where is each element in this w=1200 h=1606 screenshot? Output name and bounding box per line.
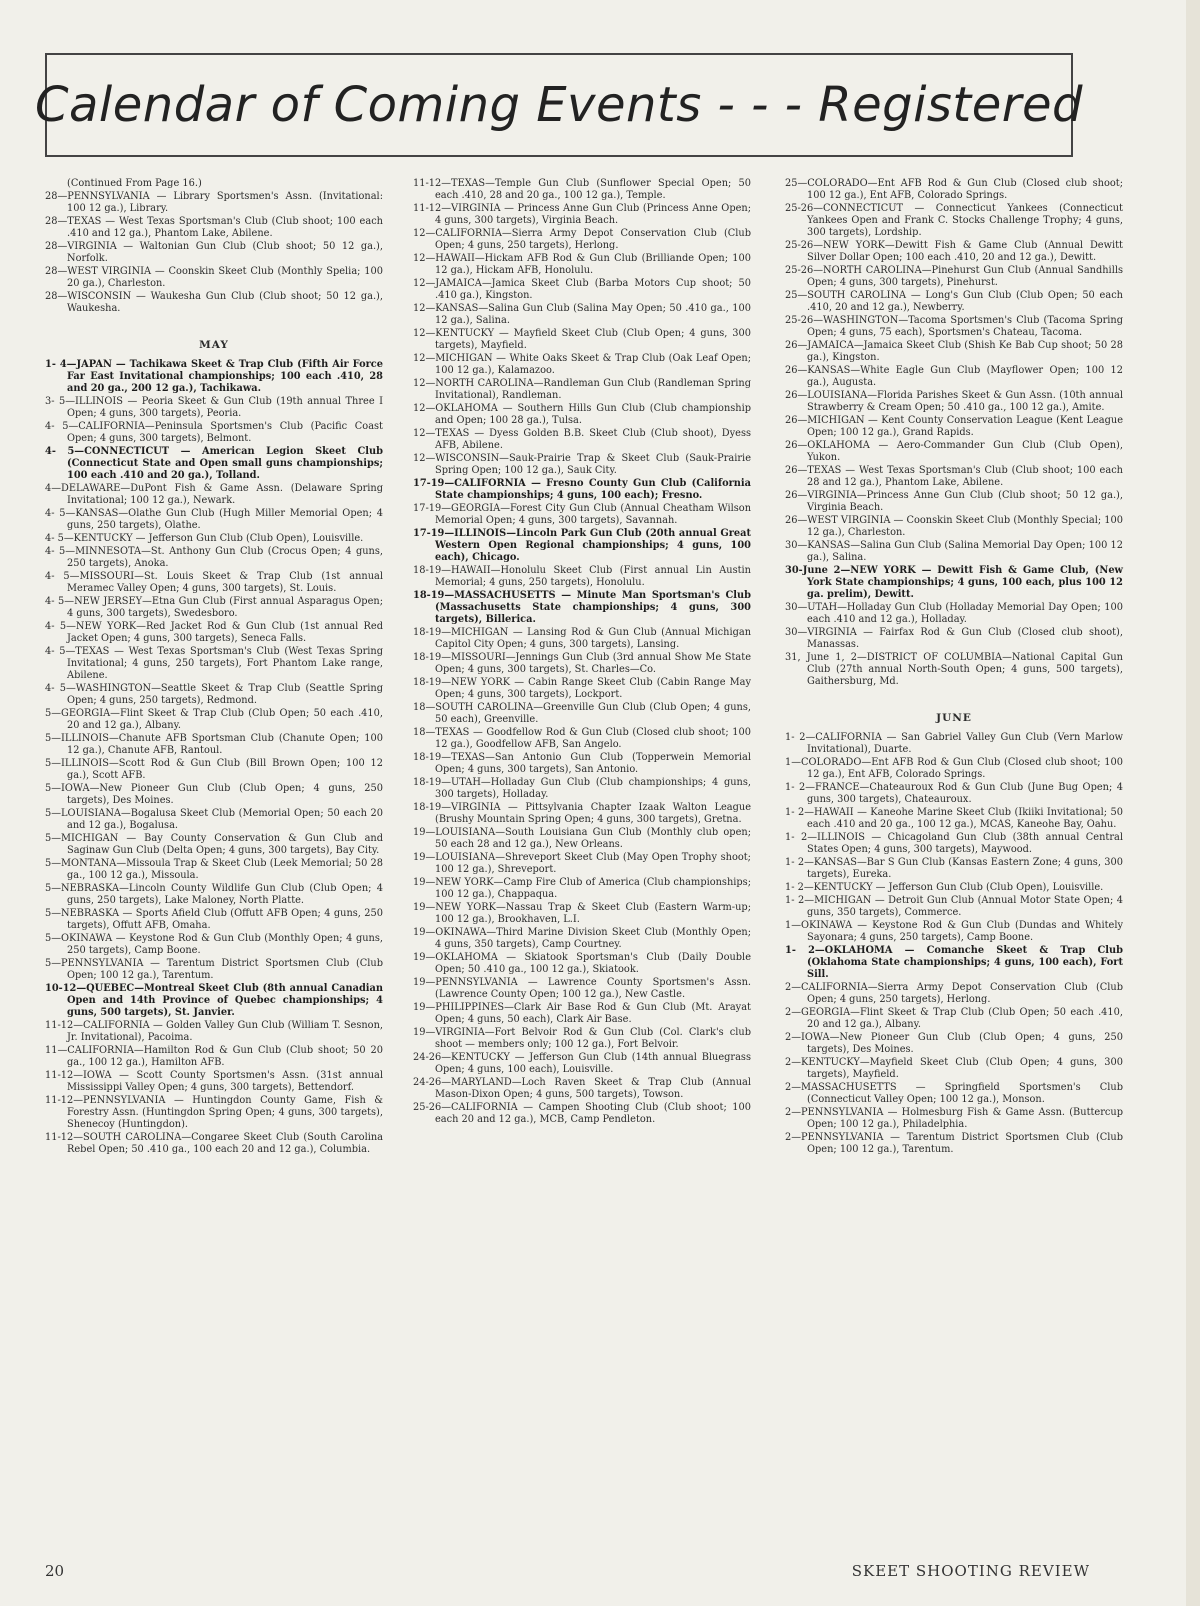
event-entry: 28—VIRGINIA — Waltonian Gun Club (Club shoot; 50 12 ga.), Norfolk. bbox=[45, 241, 383, 264]
event-entry: 18-19—HAWAII—Honolulu Skeet Club (First annual Lin Austin Memorial; 4 guns, 250 targets), Honolulu. bbox=[413, 565, 751, 588]
event-entry: 26—TEXAS — West Texas Sportsman's Club (Club shoot; 100 each 28 and 12 ga.), Phantom Lake, Abilene. bbox=[785, 465, 1123, 488]
event-entry-championship: 18-19—MASSACHUSETTS — Minute Man Sportsman's Club (Massachusetts State championships; 4 guns, 300 targets), Billerica. bbox=[413, 590, 751, 625]
event-entry: 5—ILLINOIS—Scott Rod & Gun Club (Bill Brown Open; 100 12 ga.), Scott AFB. bbox=[45, 758, 383, 781]
event-entry: 19—PHILIPPINES—Clark Air Base Rod & Gun Club (Mt. Arayat Open; 4 guns, 50 each), Clark Air Base. bbox=[413, 1002, 751, 1025]
event-entry: 1- 2—CALIFORNIA — San Gabriel Valley Gun Club (Vern Marlow Invitational), Duarte. bbox=[785, 732, 1123, 755]
event-entry-championship: 10-12—QUEBEC—Montreal Skeet Club (8th annual Canadian Open and 14th Province of Quebec championships; 4 guns, 500 targets), St. Janvier. bbox=[45, 983, 383, 1018]
event-entry: 19—LOUISIANA—South Louisiana Gun Club (Monthly club open; 50 each 28 and 12 ga.), New Orleans. bbox=[413, 827, 751, 850]
event-entry: 28—WISCONSIN — Waukesha Gun Club (Club shoot; 50 12 ga.), Waukesha. bbox=[45, 291, 383, 314]
event-entry: 18-19—MISSOURI—Jennings Gun Club (3rd annual Show Me State Open; 4 guns, 300 targets), St. Charles—Co. bbox=[413, 652, 751, 675]
event-entry: 19—OKINAWA—Third Marine Division Skeet Club (Monthly Open; 4 guns, 350 targets), Camp Courtney. bbox=[413, 927, 751, 950]
event-entry: 4- 5—MISSOURI—St. Louis Skeet & Trap Club (1st annual Meramec Valley Open; 4 guns, 300 targets), St. Louis. bbox=[45, 571, 383, 594]
event-entry-championship: 1- 2—OKLAHOMA — Comanche Skeet & Trap Club (Oklahoma State championships; 4 guns, 100 each), Fort Sill. bbox=[785, 945, 1123, 980]
event-entry: 26—VIRGINIA—Princess Anne Gun Club (Club shoot; 50 12 ga.), Virginia Beach. bbox=[785, 490, 1123, 513]
event-entry: 4- 5—TEXAS — West Texas Sportsman's Club (West Texas Spring Invitational; 4 guns, 250 targets), Fort Phantom Lake range, Abilene. bbox=[45, 646, 383, 681]
event-entry: 25-26—NORTH CAROLINA—Pinehurst Gun Club (Annual Sandhills Open; 4 guns, 300 targets), Pinehurst. bbox=[785, 265, 1123, 288]
event-entry: 5—ILLINOIS—Chanute AFB Sportsman Club (Chanute Open; 100 12 ga.), Chanute AFB, Rantoul. bbox=[45, 733, 383, 756]
event-entry: 19—NEW YORK—Camp Fire Club of America (Club championships; 100 12 ga.), Chappaqua. bbox=[413, 877, 751, 900]
column-right bbox=[785, 178, 1123, 1157]
event-entry: 1- 2—MICHIGAN — Detroit Gun Club (Annual Motor State Open; 4 guns, 350 targets), Commerce. bbox=[785, 895, 1123, 918]
column-left bbox=[45, 178, 383, 1157]
event-entry: 25-26—CONNECTICUT — Connecticut Yankees (Connecticut Yankees Open and Frank C. Stocks Challenge Trophy; 4 guns, 300 targets), Lordship. bbox=[785, 203, 1123, 238]
event-entry-championship: 30-June 2—NEW YORK — Dewitt Fish & Game Club, (New York State championships; 4 guns, 100 each, plus 100 12 ga. prelim), Dewitt. bbox=[785, 565, 1123, 600]
event-entry: 2—IOWA—New Pioneer Gun Club (Club Open; 4 guns, 250 targets), Des Moines. bbox=[785, 1032, 1123, 1055]
event-entry: 25—SOUTH CAROLINA — Long's Gun Club (Club Open; 50 each .410, 20 and 12 ga.), Newberry. bbox=[785, 290, 1123, 313]
event-entry-championship: 17-19—CALIFORNIA — Fresno County Gun Club (California State championships; 4 guns, 100 each); Fresno. bbox=[413, 478, 751, 501]
event-entry: 24-26—MARYLAND—Loch Raven Skeet & Trap Club (Annual Mason-Dixon Open; 4 guns, 500 targets), Towson. bbox=[413, 1077, 751, 1100]
event-entry: 1- 2—KENTUCKY — Jefferson Gun Club (Club Open), Louisville. bbox=[785, 882, 1104, 893]
event-entry: 19—NEW YORK—Nassau Trap & Skeet Club (Eastern Warm-up; 100 12 ga.), Brookhaven, L.I. bbox=[413, 902, 751, 925]
event-entry: 19—VIRGINIA—Fort Belvoir Rod & Gun Club (Col. Clark's club shoot — members only; 100 12 ga.), Fort Belvoir. bbox=[413, 1027, 751, 1050]
event-entry: 26—KANSAS—White Eagle Gun Club (Mayflower Open; 100 12 ga.), Augusta. bbox=[785, 365, 1123, 388]
event-entry: 4- 5—CALIFORNIA—Peninsula Sportsmen's Club (Pacific Coast Open; 4 guns, 300 targets), Belmont. bbox=[45, 421, 383, 444]
event-entry: 4- 5—KANSAS—Olathe Gun Club (Hugh Miller Memorial Open; 4 guns, 250 targets), Olathe. bbox=[45, 508, 383, 531]
event-entry: 18-19—MICHIGAN — Lansing Rod & Gun Club (Annual Michigan Capitol City Open; 4 guns, 300 targets), Lansing. bbox=[413, 627, 751, 650]
month-heading: MAY bbox=[199, 339, 229, 351]
event-entry: 3- 5—ILLINOIS — Peoria Skeet & Gun Club (19th annual Three I Open; 4 guns, 300 targets), Peoria. bbox=[45, 396, 383, 419]
event-entry: 1- 2—KANSAS—Bar S Gun Club (Kansas Eastern Zone; 4 guns, 300 targets), Eureka. bbox=[785, 857, 1123, 880]
event-entry: 30—UTAH—Holladay Gun Club (Holladay Memorial Day Open; 100 each .410 and 12 ga.), Holladay. bbox=[785, 602, 1123, 625]
event-entry: 12—KENTUCKY — Mayfield Skeet Club (Club Open; 4 guns, 300 targets), Mayfield. bbox=[413, 328, 751, 351]
event-entry: 4- 5—NEW JERSEY—Etna Gun Club (First annual Asparagus Open; 4 guns, 300 targets), Swedesboro. bbox=[45, 596, 383, 619]
event-entry: 2—GEORGIA—Flint Skeet & Trap Club (Club Open; 50 each .410, 20 and 12 ga.), Albany. bbox=[785, 1007, 1123, 1030]
event-entry: 25—COLORADO—Ent AFB Rod & Gun Club (Closed club shoot; 100 12 ga.), Ent AFB, Colorado Springs. bbox=[785, 178, 1123, 201]
event-entry: 11-12—SOUTH CAROLINA—Congaree Skeet Club (South Carolina Rebel Open; 50 .410 ga., 100 each 20 and 12 ga.), Columbia. bbox=[45, 1132, 383, 1155]
event-entry: 1—COLORADO—Ent AFB Rod & Gun Club (Closed club shoot; 100 12 ga.), Ent AFB, Colorado Springs. bbox=[785, 757, 1123, 780]
event-entry: 11-12—VIRGINIA — Princess Anne Gun Club (Princess Anne Open; 4 guns, 300 targets), Virginia Beach. bbox=[413, 203, 751, 226]
event-entry: 2—PENNSYLVANIA — Holmesburg Fish & Game Assn. (Buttercup Open; 100 12 ga.), Philadelphia. bbox=[785, 1107, 1123, 1130]
event-entry: 4- 5—NEW YORK—Red Jacket Rod & Gun Club (1st annual Red Jacket Open; 4 guns, 300 targets), Seneca Falls. bbox=[45, 621, 383, 644]
event-entry: 28—TEXAS — West Texas Sportsman's Club (Club shoot; 100 each .410 and 12 ga.), Phantom Lake, Abilene. bbox=[45, 216, 383, 239]
event-entry: 12—MICHIGAN — White Oaks Skeet & Trap Club (Oak Leaf Open; 100 12 ga.), Kalamazoo. bbox=[413, 353, 751, 376]
event-entry: 4- 5—WASHINGTON—Seattle Skeet & Trap Club (Seattle Spring Open; 4 guns, 250 targets), Redmond. bbox=[45, 683, 383, 706]
page-number: 20 bbox=[45, 1562, 65, 1580]
event-entry: 26—MICHIGAN — Kent County Conservation League (Kent League Open; 100 12 ga.), Grand Rapids. bbox=[785, 415, 1123, 438]
event-entry: 5—GEORGIA—Flint Skeet & Trap Club (Club Open; 50 each .410, 20 and 12 ga.), Albany. bbox=[45, 708, 383, 731]
event-entry: 11-12—PENNSYLVANIA — Huntingdon County Game, Fish & Forestry Assn. (Huntingdon Spring Open; 4 guns, 300 targets), Shenecoy (Huntingdon). bbox=[45, 1095, 383, 1130]
event-entry: 19—LOUISIANA—Shreveport Skeet Club (May Open Trophy shoot; 100 12 ga.), Shreveport. bbox=[413, 852, 751, 875]
event-entry: 25-26—NEW YORK—Dewitt Fish & Game Club (Annual Dewitt Silver Dollar Open; 100 each .410, 20 and 12 ga.), Dewitt. bbox=[785, 240, 1123, 263]
event-entry: 18—SOUTH CAROLINA—Greenville Gun Club (Club Open; 4 guns, 50 each), Greenville. bbox=[413, 702, 751, 725]
event-entry: 5—PENNSYLVANIA — Tarentum District Sportsmen Club (Club Open; 100 12 ga.), Tarentum. bbox=[45, 958, 383, 981]
event-entry: 1- 2—FRANCE—Chateauroux Rod & Gun Club (June Bug Open; 4 guns, 300 targets), Chateauroux. bbox=[785, 782, 1123, 805]
page-edge-shadow bbox=[1186, 0, 1200, 1606]
event-entry: 26—OKLAHOMA — Aero-Commander Gun Club (Club Open), Yukon. bbox=[785, 440, 1123, 463]
event-entry: 1—OKINAWA — Keystone Rod & Gun Club (Dundas and Whitely Sayonara; 4 guns, 250 targets), Camp Boone. bbox=[785, 920, 1123, 943]
event-entry: 18—TEXAS — Goodfellow Rod & Gun Club (Closed club shoot; 100 12 ga.), Goodfellow AFB, San Angelo. bbox=[413, 727, 751, 750]
event-entry: 28—WEST VIRGINIA — Coonskin Skeet Club (Monthly Spelia; 100 20 ga.), Charleston. bbox=[45, 266, 383, 289]
month-heading: JUNE bbox=[936, 712, 972, 724]
event-entry: 5—NEBRASKA — Sports Afield Club (Offutt AFB Open; 4 guns, 250 targets), Offutt AFB, Omaha. bbox=[45, 908, 383, 931]
event-entry: 12—NORTH CAROLINA—Randleman Gun Club (Randleman Spring Invitational), Randleman. bbox=[413, 378, 751, 401]
event-entry: 4—DELAWARE—DuPont Fish & Game Assn. (Delaware Spring Invitational; 100 12 ga.), Newark. bbox=[45, 483, 383, 506]
event-entry: 2—CALIFORNIA—Sierra Army Depot Conservation Club (Club Open; 4 guns, 250 targets), Herlong. bbox=[785, 982, 1123, 1005]
event-entry: 11-12—CALIFORNIA — Golden Valley Gun Club (William T. Sesnon, Jr. Invitational), Pacoima. bbox=[45, 1020, 383, 1043]
event-entry: 25-26—WASHINGTON—Tacoma Sportsmen's Club (Tacoma Spring Open; 4 guns, 75 each), Sportsmen's Chateau, Tacoma. bbox=[785, 315, 1123, 338]
event-entry: 28—PENNSYLVANIA — Library Sportsmen's Assn. (Invitational: 100 12 ga.), Library. bbox=[45, 191, 383, 214]
event-entry: 11—CALIFORNIA—Hamilton Rod & Gun Club (Club shoot; 50 20 ga., 100 12 ga.), Hamilton AFB. bbox=[45, 1045, 383, 1068]
event-entry: 12—JAMAICA—Jamica Skeet Club (Barba Motors Cup shoot; 50 .410 ga.), Kingston. bbox=[413, 278, 751, 301]
event-entry: 12—OKLAHOMA — Southern Hills Gun Club (Club championship and Open; 100 28 ga.), Tulsa. bbox=[413, 403, 751, 426]
event-entry: 2—KENTUCKY—Mayfield Skeet Club (Club Open; 4 guns, 300 targets), Mayfield. bbox=[785, 1057, 1123, 1080]
event-entry: 1- 2—ILLINOIS — Chicagoland Gun Club (38th annual Central States Open; 4 guns, 300 targets), Maywood. bbox=[785, 832, 1123, 855]
event-entry: 5—NEBRASKA—Lincoln County Wildlife Gun Club (Club Open; 4 guns, 250 targets), Lake Maloney, North Platte. bbox=[45, 883, 383, 906]
column-middle bbox=[413, 178, 751, 1127]
event-entry: 18-19—UTAH—Holladay Gun Club (Club championships; 4 guns, 300 targets), Holladay. bbox=[413, 777, 751, 800]
event-entry: 2—MASSACHUSETTS — Springfield Sportsmen's Club (Connecticut Valley Open; 100 12 ga.), Monson. bbox=[785, 1082, 1123, 1105]
continued-note: (Continued From Page 16.) bbox=[67, 178, 202, 189]
event-entry: 12—HAWAII—Hickam AFB Rod & Gun Club (Brilliande Open; 100 12 ga.), Hickam AFB, Honolulu. bbox=[413, 253, 751, 276]
event-entry: 30—KANSAS—Salina Gun Club (Salina Memorial Day Open; 100 12 ga.), Salina. bbox=[785, 540, 1123, 563]
event-entry: 31, June 1, 2—DISTRICT OF COLUMBIA—National Capital Gun Club (27th annual North-South Open; 4 guns, 500 targets), Gaithersburg, Md. bbox=[785, 652, 1123, 687]
page-title: Calendar of Coming Events - - - Registered bbox=[34, 77, 1084, 133]
event-entry: 1- 2—HAWAII — Kaneohe Marine Skeet Club (Ikiiki Invitational; 50 each .410 and 20 ga., 100 12 ga.), MCAS, Kaneohe Bay, Oahu. bbox=[785, 807, 1123, 830]
event-entry: 12—CALIFORNIA—Sierra Army Depot Conservation Club (Club Open; 4 guns, 250 targets), Herlong. bbox=[413, 228, 751, 251]
event-entry: 24-26—KENTUCKY — Jefferson Gun Club (14th annual Bluegrass Open; 4 guns, 100 each), Louisville. bbox=[413, 1052, 751, 1075]
magazine-name: SKEET SHOOTING REVIEW bbox=[851, 1562, 1090, 1580]
event-entry: 26—LOUISIANA—Florida Parishes Skeet & Gun Assn. (10th annual Strawberry & Cream Open; 50 .410 ga., 100 12 ga.), Amite. bbox=[785, 390, 1123, 413]
event-entry: 5—OKINAWA — Keystone Rod & Gun Club (Monthly Open; 4 guns, 250 targets), Camp Boone. bbox=[45, 933, 383, 956]
event-entry: 26—JAMAICA—Jamaica Skeet Club (Shish Ke Bab Cup shoot; 50 28 ga.), Kingston. bbox=[785, 340, 1123, 363]
event-entry: 12—WISCONSIN—Sauk-Prairie Trap & Skeet Club (Sauk-Prairie Spring Open; 100 12 ga.), Sauk City. bbox=[413, 453, 751, 476]
event-entry-championship: 17-19—ILLINOIS—Lincoln Park Gun Club (20th annual Great Western Open Regional championships; 4 guns, 100 each), Chicago. bbox=[413, 528, 751, 563]
event-entry: 19—OKLAHOMA — Skiatook Sportsman's Club (Daily Double Open; 50 .410 ga., 100 12 ga.), Skiatook. bbox=[413, 952, 751, 975]
event-entry: 25-26—CALIFORNIA — Campen Shooting Club (Club shoot; 100 each 20 and 12 ga.), MCB, Camp Pendleton. bbox=[413, 1102, 751, 1125]
event-entry-championship: 1- 4—JAPAN — Tachikawa Skeet & Trap Club (Fifth Air Force Far East Invitational championships; 100 each .410, 28 and 20 ga., 200 12 ga.), Tachikawa. bbox=[45, 359, 383, 394]
title-box bbox=[34, 53, 1084, 157]
event-entry: 18-19—TEXAS—San Antonio Gun Club (Topperwein Memorial Open; 4 guns, 300 targets), San Antonio. bbox=[413, 752, 751, 775]
event-entry: 4- 5—MINNESOTA—St. Anthony Gun Club (Crocus Open; 4 guns, 250 targets), Anoka. bbox=[45, 546, 383, 569]
event-entry: 30—VIRGINIA — Fairfax Rod & Gun Club (Closed club shoot), Manassas. bbox=[785, 627, 1123, 650]
event-entry: 19—PENNSYLVANIA — Lawrence County Sportsmen's Assn. (Lawrence County Open; 100 12 ga.), New Castle. bbox=[413, 977, 751, 1000]
event-entry: 5—MONTANA—Missoula Trap & Skeet Club (Leek Memorial; 50 28 ga., 100 12 ga.), Missoula. bbox=[45, 858, 383, 881]
event-entry: 18-19—NEW YORK — Cabin Range Skeet Club (Cabin Range May Open; 4 guns, 300 targets), Lockport. bbox=[413, 677, 751, 700]
event-entry: 5—LOUISIANA—Bogalusa Skeet Club (Memorial Open; 50 each 20 and 12 ga.), Bogalusa. bbox=[45, 808, 383, 831]
event-entry: 4- 5—KENTUCKY — Jefferson Gun Club (Club Open), Louisville. bbox=[45, 533, 364, 544]
event-entry: 5—IOWA—New Pioneer Gun Club (Club Open; 4 guns, 250 targets), Des Moines. bbox=[45, 783, 383, 806]
event-entry: 11-12—IOWA — Scott County Sportsmen's Assn. (31st annual Mississippi Valley Open; 4 guns, 300 targets), Bettendorf. bbox=[45, 1070, 383, 1093]
event-entry: 11-12—TEXAS—Temple Gun Club (Sunflower Special Open; 50 each .410, 28 and 20 ga., 100 12 ga.), Temple. bbox=[413, 178, 751, 201]
event-entry-championship: 4- 5—CONNECTICUT — American Legion Skeet Club (Connecticut State and Open small guns championships; 100 each .410 and 20 ga.), Tolland. bbox=[45, 446, 383, 481]
event-entry: 12—TEXAS — Dyess Golden B.B. Skeet Club (Club shoot), Dyess AFB, Abilene. bbox=[413, 428, 751, 451]
event-entry: 18-19—VIRGINIA — Pittsylvania Chapter Izaak Walton League (Brushy Mountain Spring Open; 4 guns, 300 targets), Gretna. bbox=[413, 802, 751, 825]
event-entry: 17-19—GEORGIA—Forest City Gun Club (Annual Cheatham Wilson Memorial Open; 4 guns, 300 targets), Savannah. bbox=[413, 503, 751, 526]
event-entry: 12—KANSAS—Salina Gun Club (Salina May Open; 50 .410 ga., 100 12 ga.), Salina. bbox=[413, 303, 751, 326]
event-entry: 26—WEST VIRGINIA — Coonskin Skeet Club (Monthly Special; 100 12 ga.), Charleston. bbox=[785, 515, 1123, 538]
event-entry: 2—PENNSYLVANIA — Tarentum District Sportsmen Club (Club Open; 100 12 ga.), Tarentum. bbox=[785, 1132, 1123, 1155]
event-entry: 5—MICHIGAN — Bay County Conservation & Gun Club and Saginaw Gun Club (Delta Open; 4 guns, 300 targets), Bay City. bbox=[45, 833, 383, 856]
